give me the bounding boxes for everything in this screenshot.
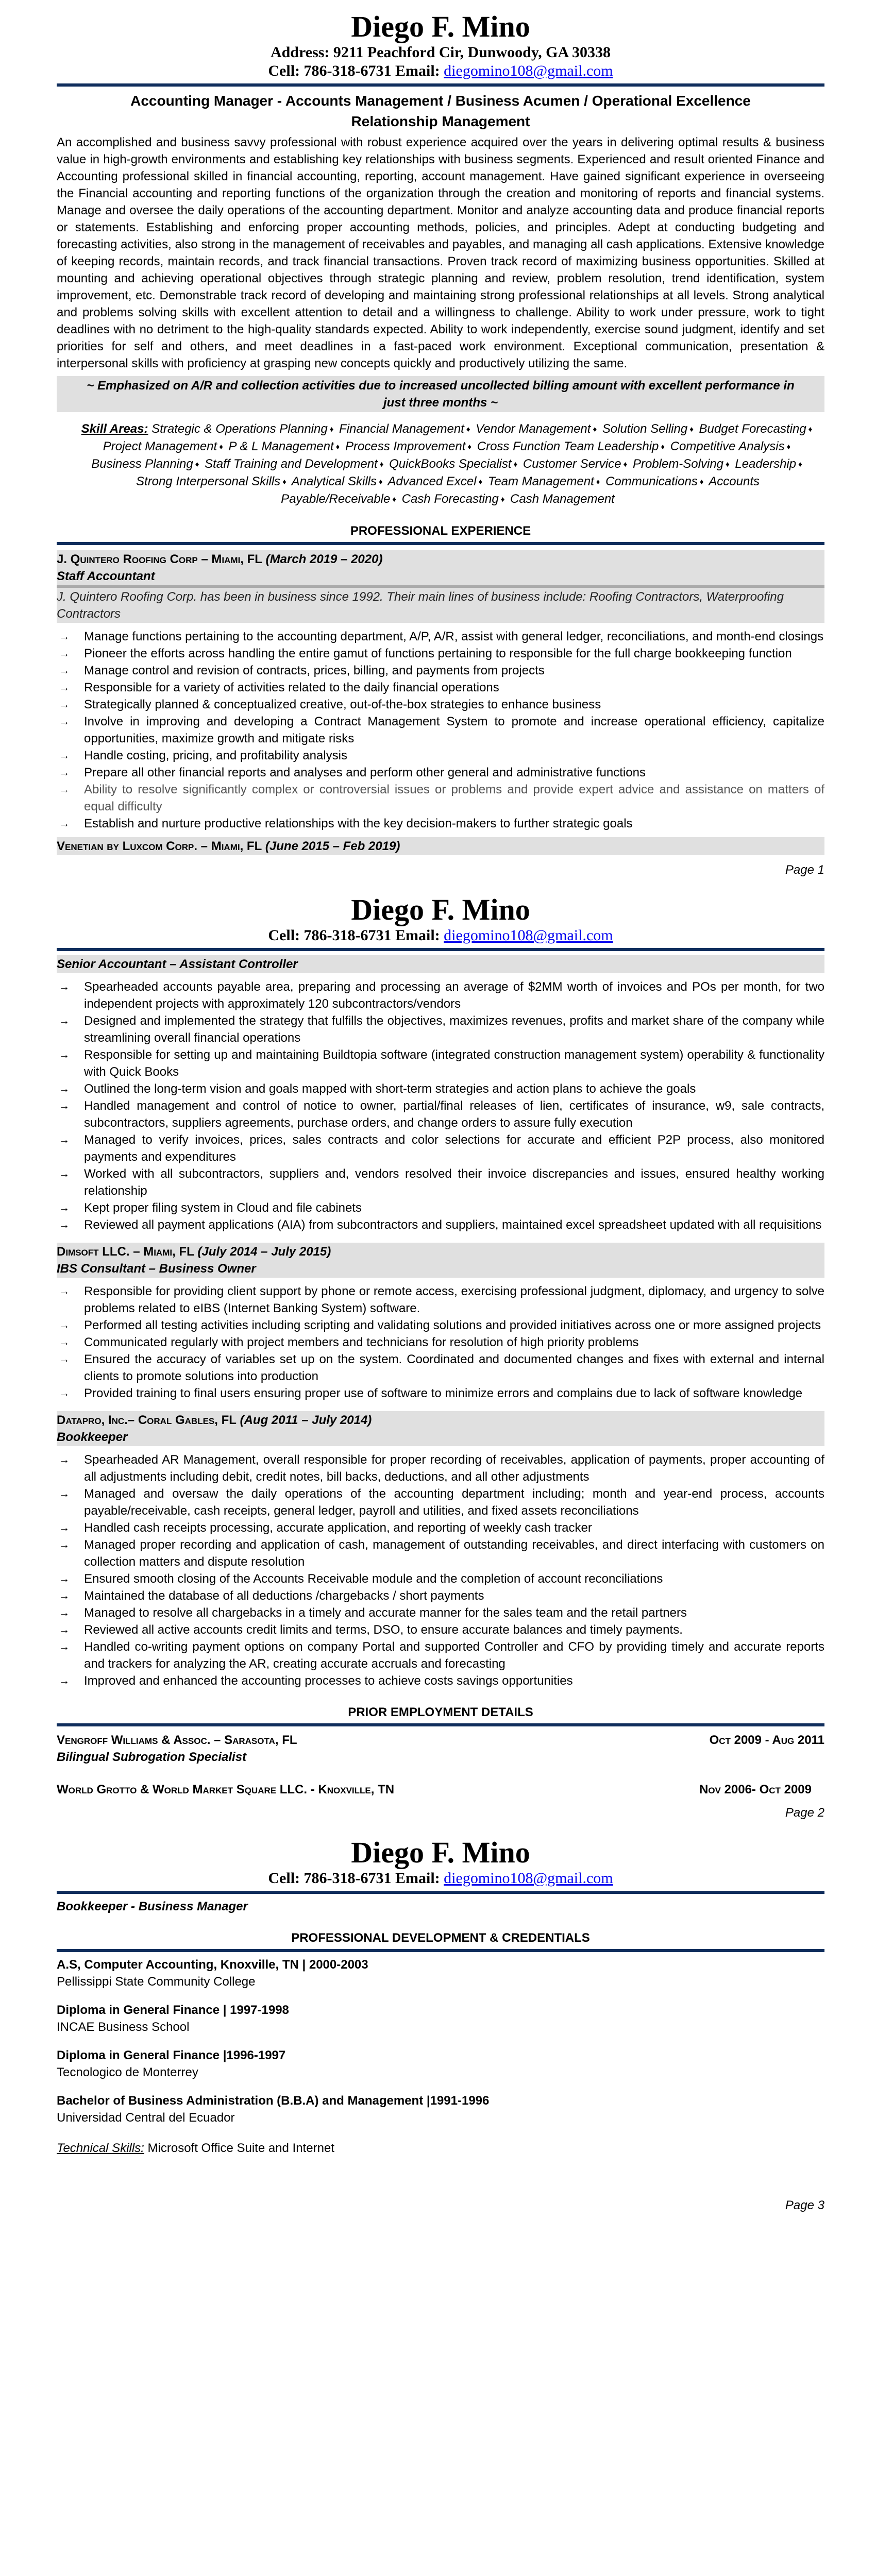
bullet-text: Handled management and control of notice to owner, partial/final releases of lien, certificates of insurance, w9, sale contracts, subcontractors, suppliers agreements, purchase orders, and change orders to assure fully execution [84, 1099, 824, 1130]
bullet-text: Ensured the accuracy of variables set up on the system. Coordinated and documented changes and fixes with external and internal clients to promote solutions into production [84, 1352, 824, 1383]
job-bullets [57, 628, 824, 832]
header-rule [57, 948, 824, 951]
job-dates: (Aug 2011 – July 2014) [240, 1413, 372, 1427]
bullet-text: Communicated regularly with project members and technicians for resolution of high priority problems [84, 1335, 639, 1349]
skill-item: Problem-Solving [632, 457, 724, 471]
arrow-right-icon: → [59, 631, 70, 642]
arrow-right-icon: → [59, 750, 70, 761]
bullet-item [57, 1672, 824, 1689]
job-role: Senior Accountant – Assistant Controller [57, 955, 824, 973]
diamond-separator-icon: ♦ [329, 425, 334, 434]
diamond-separator-icon: ♦ [596, 478, 600, 486]
skill-item: Customer Service [523, 457, 621, 471]
company-name: Venetian by Luxcom Corp. – Miami, FL [57, 839, 262, 853]
bullet-item [57, 1604, 824, 1621]
degree: Diploma in General Finance | 1997-1998 [57, 2003, 289, 2017]
bullet-text: Maintained the database of all deductions /chargebacks / short payments [84, 1589, 484, 1603]
arrow-right-icon: → [59, 1607, 70, 1619]
bullet-item [57, 1334, 824, 1351]
arrow-right-icon: → [59, 1573, 70, 1585]
bullet-text: Designed and implemented the strategy that fulfills the objectives, maximizes revenues, profits and market share of the company while streamlining overall financial operations [84, 1014, 824, 1045]
job-dates: (June 2015 – Feb 2019) [265, 839, 400, 853]
arrow-right-icon: → [59, 1641, 70, 1653]
bullet-text: Managed and oversaw the daily operations of the accounting department including; month and year-end process, accounts payable/receivable, cash receipts, general ledger, payroll and utilities, and fixed assets reconciliations [84, 1487, 824, 1518]
bullet-item [57, 1638, 824, 1672]
section-title-prior: PRIOR EMPLOYMENT DETAILS [348, 1705, 533, 1719]
bullet-text: Ensured smooth closing of the Accounts Receivable module and the completion of account reconciliations [84, 1572, 663, 1586]
arrow-right-icon: → [59, 784, 70, 795]
bullet-item [57, 1080, 824, 1097]
job-dates: Oct 2009 - Aug 2011 [709, 1733, 824, 1747]
technical-skills-value: Microsoft Office Suite and Internet [144, 2141, 334, 2155]
skill-item: Project Management [103, 439, 217, 453]
arrow-right-icon: → [59, 1049, 70, 1061]
bullet-text: Managed to verify invoices, prices, sales contracts and color selections for accurate and efficient P2P process, also monitored payments and expenditures [84, 1133, 824, 1164]
header-rule [57, 1891, 824, 1894]
arrow-right-icon: → [59, 699, 70, 710]
bullet-item [57, 1283, 824, 1317]
arrow-right-icon: → [59, 1624, 70, 1636]
job-bullets [57, 1451, 824, 1689]
bullet-text: Strategically planned & conceptualized creative, out-of-the-box strategies to enhance business [84, 698, 601, 711]
arrow-right-icon: → [59, 1134, 70, 1146]
skill-list [91, 422, 814, 506]
page-number: Page 3 [785, 2198, 824, 2212]
bullet-item [57, 1097, 824, 1131]
skill-item: Solution Selling [602, 422, 688, 436]
bullet-item [57, 696, 824, 713]
arrow-right-icon: → [59, 1168, 70, 1180]
arrow-right-icon: → [59, 1539, 70, 1551]
bullet-item [57, 645, 824, 662]
prior-job [57, 1732, 824, 1766]
bullet-item [57, 1536, 824, 1570]
company-name: Dimsoft LLC. – Miami, FL [57, 1245, 194, 1259]
job-role: IBS Consultant – Business Owner [57, 1262, 256, 1276]
highlight-box: ~ Emphasized on A/R and collection activities due to increased uncollected billing amount with excellent performance in just three months ~ [57, 376, 824, 412]
contact-line [57, 1869, 824, 1888]
section-rule [57, 1723, 824, 1726]
diamond-separator-icon: ♦ [726, 460, 730, 469]
job-header [57, 837, 824, 855]
diamond-separator-icon: ♦ [808, 425, 813, 434]
page-number: Page 2 [785, 1806, 824, 1820]
diamond-separator-icon: ♦ [593, 425, 597, 434]
skill-item: Strong Interpersonal Skills [136, 474, 281, 488]
arrow-right-icon: → [59, 648, 70, 659]
degree: Diploma in General Finance |1996-1997 [57, 2048, 286, 2062]
skill-item: Budget Forecasting [699, 422, 806, 436]
technical-skills-label: Technical Skills: [57, 2141, 144, 2155]
bullet-text: Manage control and revision of contracts, prices, billing, and payments from projects [84, 664, 545, 677]
arrow-right-icon: → [59, 1336, 70, 1348]
bullet-item [57, 764, 824, 781]
bullet-item [57, 662, 824, 679]
bullet-text: Establish and nurture productive relationships with the key decision-makers to further strategic goals [84, 817, 633, 831]
arrow-right-icon: → [59, 682, 70, 693]
arrow-right-icon: → [59, 1387, 70, 1399]
job-dates: (March 2019 – 2020) [265, 552, 383, 566]
job-bullets [57, 1283, 824, 1402]
bullet-text: Performed all testing activities including scripting and validating solutions and provided initiatives across one or more assigned projects [84, 1318, 821, 1332]
skill-item: Leadership [735, 457, 797, 471]
email-link[interactable]: diegomino108@gmail.com [444, 927, 613, 944]
skill-item: Business Planning [91, 457, 193, 471]
bullet-item [57, 781, 824, 815]
arrow-right-icon: → [59, 1454, 70, 1466]
bullet-item [57, 1199, 824, 1216]
cell-label: Cell: 786-318-6731 Email: [268, 62, 444, 79]
bullet-text: Responsible for providing client support by phone or remote access, exercising professional judgment, diplomacy, and urgency to solve problems related to eIBS (Internet Banking System) software. [84, 1284, 824, 1315]
company-name: Vengroff Williams & Assoc. – Sarasota, FL [57, 1733, 297, 1747]
diamond-separator-icon: ♦ [689, 425, 694, 434]
bullet-item [57, 1385, 824, 1402]
bullet-item [57, 628, 824, 645]
bullet-text: Manage functions pertaining to the accounting department, A/P, A/R, assist with general ledger, reconciliations, and month-end closings [84, 630, 824, 643]
skill-item: Competitive Analysis [670, 439, 785, 453]
skill-areas [57, 420, 824, 508]
arrow-right-icon: → [59, 1488, 70, 1500]
diamond-separator-icon: ♦ [378, 478, 383, 486]
degree: A.S, Computer Accounting, Knoxville, TN | 2000-2003 [57, 1958, 368, 1972]
job-header [57, 550, 824, 585]
bullet-item [57, 679, 824, 696]
summary: An accomplished and business savvy professional with robust experience acquired over the years in delivering optimal results & business value in high-growth environments and establishing key relationships with business segments. Experienced and result oriented Finance and Accounting professional skilled in financial accounting, reporting, account management. Have gained significant experience in overseeing the Financial accounting and reporting functions of the organization through the creation and monitoring of reports and financial systems. Manage and oversee the daily operations of the accounting department. Monitor and analyze accounting data and produce financial reports or statements. Establishing and enforcing proper accounting methods, policies, and principles. Adept at conducting budgeting and forecasting activities, also strong in the management of receivables and payables, and managing all cash applications. Extensive knowledge of keeping records, maintain records, and track financial transactions. Proven track record of maximizing business opportunities. Skilled at mounting and achieving operational objectives through strategic planning and review, problem resolution, trend identification, system improvement, etc. Demonstrable track record of developing and maintaining strong professional relationships at all levels. Strong analytical and problems solving skills with excellent attention to detail and a willingness to challenge. Ability to work under pressure, work to tight deadlines with no detriment to the high-quality standards expected. Ability to work independently, exercise sound judgment, identify and set priorities for self and others, and meet deadlines in a fast-paced work environment. Exceptional communication, presentation & interpersonal skills with proficiency at grasping new concepts quickly and productively utilizing the same. [57, 135, 824, 370]
arrow-right-icon: → [59, 1219, 70, 1231]
arrow-right-icon: → [59, 1319, 70, 1331]
bullet-item [57, 1317, 824, 1334]
job-role: Staff Accountant [57, 569, 155, 583]
arrow-right-icon: → [59, 818, 70, 829]
job-role: Bookkeeper - Business Manager [57, 1900, 248, 1913]
education-item [57, 1956, 824, 1990]
bullet-text: Handle costing, pricing, and profitability analysis [84, 749, 347, 762]
bullet-text: Provided training to final users ensuring proper use of software to minimize errors and complains due to lack of software knowledge [84, 1386, 803, 1400]
bullet-text: Handled co-writing payment options on company Portal and supported Controller and CFO by providing timely and accurate reports and trackers for analyzing the AR, creating accurate accruals and forecasting [84, 1640, 824, 1671]
bullet-item [57, 1012, 824, 1046]
job-role: Bookkeeper [57, 1430, 128, 1444]
bullet-text: Responsible for a variety of activities related to the daily financial operations [84, 681, 499, 694]
school: Universidad Central del Ecuador [57, 2111, 235, 2125]
job-header [57, 1243, 824, 1278]
skill-item: Cash Forecasting [401, 492, 499, 506]
arrow-right-icon: → [59, 981, 70, 993]
bullet-text: Kept proper filing system in Cloud and file cabinets [84, 1201, 362, 1215]
cell-label: Cell: 786-318-6731 Email: [268, 1870, 444, 1887]
bullet-item [57, 747, 824, 764]
arrow-right-icon: → [59, 1675, 70, 1687]
diamond-separator-icon: ♦ [513, 460, 518, 469]
bullet-item [57, 1587, 824, 1604]
education-item [57, 2092, 824, 2126]
bullet-item [57, 713, 824, 747]
arrow-right-icon: → [59, 1522, 70, 1534]
skill-item: Strategic & Operations Planning [151, 422, 328, 436]
bullet-item [57, 1131, 824, 1165]
diamond-separator-icon: ♦ [195, 460, 199, 469]
skill-item: Communications [605, 474, 698, 488]
bullet-item [57, 978, 824, 1012]
diamond-separator-icon: ♦ [282, 478, 287, 486]
diamond-separator-icon: ♦ [379, 460, 384, 469]
diamond-separator-icon: ♦ [798, 460, 802, 469]
company-name: Datapro, Inc.– Coral Gables, FL [57, 1413, 237, 1427]
bullet-text: Responsible for setting up and maintaining Buildtopia software (integrated construction management system) operability & functionality with Quick Books [84, 1048, 824, 1079]
bullet-text: Prepare all other financial reports and analyses and perform other general and administrative functions [84, 766, 646, 779]
resume-name: Diego F. Mino [351, 893, 530, 926]
bullet-text: Improved and enhanced the accounting processes to achieve costs savings opportunities [84, 1674, 573, 1688]
skill-item: Team Management [487, 474, 594, 488]
bullet-item [57, 1165, 824, 1199]
diamond-separator-icon: ♦ [478, 478, 483, 486]
skill-item: Staff Training and Development [205, 457, 378, 471]
contact-line [57, 62, 824, 80]
school: INCAE Business School [57, 2020, 190, 2034]
page-number: Page 1 [785, 863, 824, 877]
diamond-separator-icon: ♦ [786, 443, 791, 451]
skill-item: Vendor Management [476, 422, 591, 436]
arrow-right-icon: → [59, 1353, 70, 1365]
prior-job [57, 1781, 824, 1798]
diamond-separator-icon: ♦ [661, 443, 665, 451]
skill-item: Process Improvement [345, 439, 466, 453]
arrow-right-icon: → [59, 1083, 70, 1095]
job-dates: (July 2014 – July 2015) [197, 1245, 331, 1259]
bullet-text: Involve in improving and developing a Contract Management System to promote and increase operational efficiency, capitalize opportunities, maximize growth and mitigate risks [84, 715, 824, 745]
technical-skills [57, 2140, 824, 2157]
bullet-item [57, 1621, 824, 1638]
bullet-text: Managed proper recording and application of cash, management of outstanding receivables, and direct interfacing with customers on collection matters and dispute resolution [84, 1538, 824, 1569]
bullet-text: Spearheaded accounts payable area, preparing and processing an average of $2MM worth of invoices and POs per month, for two independent projects with approximately 120 subcontractors/vendors [84, 980, 824, 1011]
email-link[interactable]: diegomino108@gmail.com [444, 62, 613, 79]
arrow-right-icon: → [59, 1202, 70, 1214]
bullet-item [57, 1216, 824, 1233]
job-header [57, 1411, 824, 1446]
cell-label: Cell: 786-318-6731 Email: [268, 927, 444, 944]
resume-document [57, 0, 824, 2224]
company-description: J. Quintero Roofing Corp. has been in business since 1992. Their main lines of business include: Roofing Contractors, Waterproofing Contractors [57, 588, 824, 623]
job-role: Bilingual Subrogation Specialist [57, 1750, 247, 1764]
bullet-item [57, 1570, 824, 1587]
degree: Bachelor of Business Administration (B.B.A) and Management |1991-1996 [57, 2094, 490, 2108]
skill-item: Accounts Payable/Receivable [281, 474, 760, 506]
diamond-separator-icon: ♦ [392, 495, 396, 504]
section-title-experience: PROFESSIONAL EXPERIENCE [350, 524, 531, 538]
bullet-text: Spearheaded AR Management, overall responsible for proper recording of receivables, application of payments, proper accounting of all adjustments including debit, credit notes, bill backs, deductions, and all other adjustments [84, 1453, 824, 1484]
arrow-right-icon: → [59, 1285, 70, 1297]
diamond-separator-icon: ♦ [467, 443, 472, 451]
section-title-education: PROFESSIONAL DEVELOPMENT & CREDENTIALS [291, 1931, 590, 1945]
skill-item: Financial Management [339, 422, 464, 436]
diamond-separator-icon: ♦ [335, 443, 340, 451]
headline-line-2: Relationship Management [351, 113, 530, 129]
skill-item: Cash Management [510, 492, 615, 506]
bullet-item [57, 1046, 824, 1080]
resume-name: Diego F. Mino [351, 10, 530, 43]
arrow-right-icon: → [59, 665, 70, 676]
section-rule [57, 542, 824, 545]
diamond-separator-icon: ♦ [623, 460, 628, 469]
school: Tecnologico de Monterrey [57, 2065, 198, 2079]
skill-item: Cross Function Team Leadership [477, 439, 659, 453]
bullet-text: Worked with all subcontractors, suppliers and, vendors resolved their invoice discrepancies and issues, ensured healthy working relationship [84, 1167, 824, 1198]
skill-item: Analytical Skills [291, 474, 377, 488]
diamond-separator-icon: ♦ [466, 425, 470, 434]
arrow-right-icon: → [59, 1015, 70, 1027]
education-item [57, 2047, 824, 2081]
email-link[interactable]: diegomino108@gmail.com [444, 1870, 613, 1887]
arrow-right-icon: → [59, 1590, 70, 1602]
headline [57, 91, 824, 132]
company-name: J. Quintero Roofing Corp – Miami, FL [57, 552, 262, 566]
arrow-right-icon: → [59, 767, 70, 778]
bullet-item [57, 815, 824, 832]
skill-areas-label: Skill Areas: [81, 422, 148, 436]
job-bullets [57, 978, 824, 1233]
address: Address: 9211 Peachford Cir, Dunwoody, GA 30338 [270, 44, 611, 61]
diamond-separator-icon: ♦ [219, 443, 223, 451]
school: Pellissippi State Community College [57, 1975, 256, 1989]
skill-item: Advanced Excel [388, 474, 477, 488]
bullet-text: Pioneer the efforts across handling the entire gamut of functions pertaining to responsible for the full charge bookkeeping function [84, 647, 792, 660]
diamond-separator-icon: ♦ [500, 495, 505, 504]
bullet-text: Ability to resolve significantly complex or controversial issues or problems and provide expert advice and assistance on matters of equal difficulty [84, 783, 824, 814]
arrow-right-icon: → [59, 1100, 70, 1112]
header-rule [57, 83, 824, 87]
resume-name: Diego F. Mino [351, 1836, 530, 1869]
diamond-separator-icon: ♦ [699, 478, 704, 486]
section-rule [57, 1949, 824, 1952]
bullet-item [57, 1485, 824, 1519]
skill-item: P & L Management [228, 439, 334, 453]
bullet-text: Outlined the long-term vision and goals mapped with short-term strategies and action plans to achieve the goals [84, 1082, 696, 1096]
headline-line-1: Accounting Manager - Accounts Management / Business Acumen / Operational Excellence [130, 93, 751, 109]
bullet-text: Managed to resolve all chargebacks in a timely and accurate manner for the sales team and the retail partners [84, 1606, 687, 1620]
bullet-text: Handled cash receipts processing, accurate application, and reporting of weekly cash tracker [84, 1521, 592, 1535]
bullet-item [57, 1451, 824, 1485]
education-item [57, 2002, 824, 2036]
bullet-text: Reviewed all active accounts credit limits and terms, DSO, to ensure accurate balances and timely payments. [84, 1623, 683, 1637]
arrow-right-icon: → [59, 716, 70, 727]
job-dates: Nov 2006- Oct 2009 [699, 1783, 812, 1797]
bullet-text: Reviewed all payment applications (AIA) from subcontractors and suppliers, maintained excel spreadsheet updated with all requisitions [84, 1218, 822, 1232]
contact-line [57, 926, 824, 945]
skill-item: QuickBooks Specialist [389, 457, 512, 471]
bullet-item [57, 1351, 824, 1385]
bullet-item [57, 1519, 824, 1536]
company-name: World Grotto & World Market Square LLC. - Knoxville, TN [57, 1783, 395, 1797]
